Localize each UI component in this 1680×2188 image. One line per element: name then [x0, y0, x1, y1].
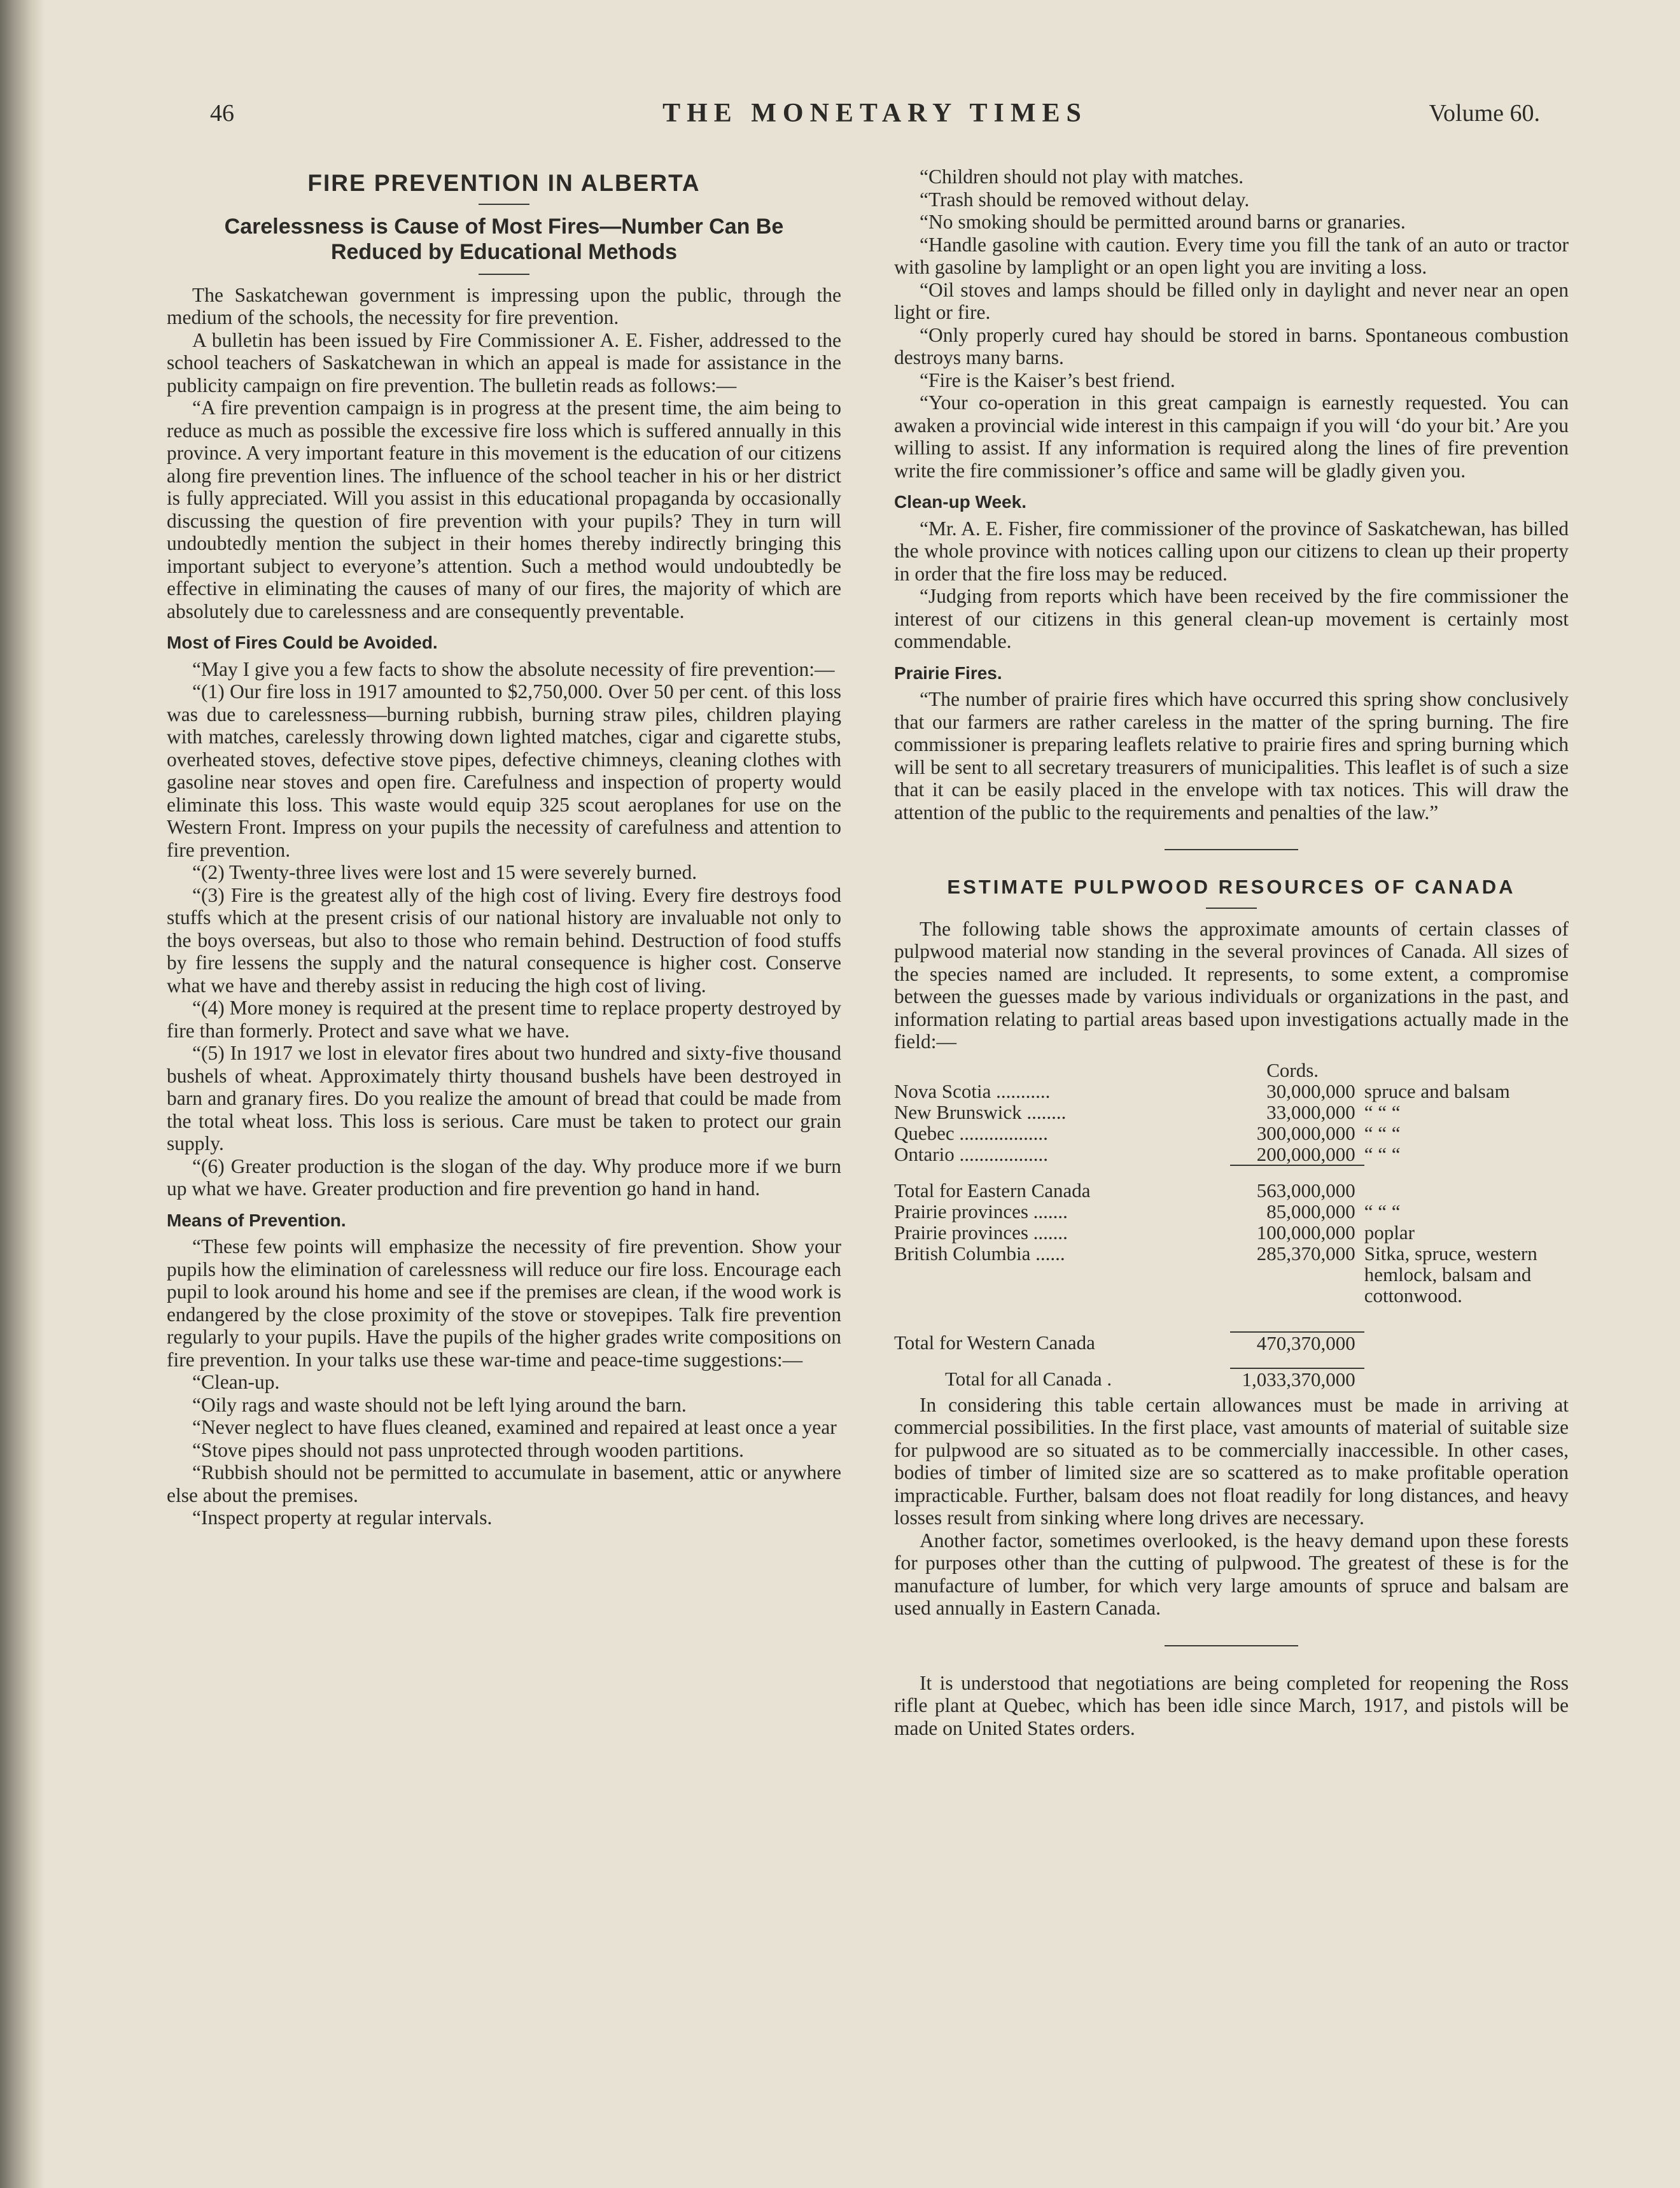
species-cell: [1364, 1180, 1569, 1201]
paragraph: “(6) Greater production is the slogan of the day. Why produce more if we burn up what we have. Greater production and fire prevention go hand in hand.: [167, 1154, 841, 1200]
species-cell: “ “ “: [1364, 1100, 1401, 1123]
paragraph: The Saskatchewan government is impressing upon the public, through the medium of the schools, the necessity for fire prevention.: [167, 283, 841, 328]
province-cell: Quebec ..................: [894, 1121, 1048, 1144]
table-row: [894, 1243, 1569, 1306]
cords-column-header: Cords.: [1266, 1058, 1319, 1081]
cords-cell: 563,000,000: [1256, 1179, 1355, 1202]
paragraph: Another factor, sometimes overlooked, is the heavy demand upon these forests for purposes other than the cutting of pulpwood. The greatest of these is for the manufacture of lumber, for which very large amounts of spruce and balsam are used annually in Eastern Canada.: [894, 1529, 1569, 1619]
paragraph: A bulletin has been issued by Fire Commissioner A. E. Fisher, addressed to the school teachers of Saskatchewan in which an appeal is made for assistance in the publicity campaign on fire prevention. The bulletin reads as follows:—: [167, 328, 841, 396]
cords-cell: 100,000,000: [1256, 1221, 1355, 1244]
table-row: [894, 1368, 1569, 1390]
province-cell: Prairie provinces .......: [894, 1221, 1068, 1244]
paragraph: “(1) Our fire loss in 1917 amounted to $2,750,000. Over 50 per cent. of this loss was due to carelessness—burning rubbish, burning straw piles, children playing with matches, carelessly throwing down lighted matches, cigar and cigarette stubs, overheated stoves, defective stove pipes, defective chimneys, cleaning clothes with gasoline near stoves and open fire. Carefulness and inspection of property would eliminate this loss. This waste would equip 325 scout aeroplanes for use on the Western Front. Impress on your pupils the necessity of carefulness and attention to fire prevention.: [167, 680, 841, 861]
article-title: ESTIMATE PULPWOOD RESOURCES OF CANADA: [947, 876, 1516, 898]
cords-cell: 300,000,000: [1256, 1121, 1355, 1144]
cords-cell: 470,370,000: [1230, 1332, 1364, 1354]
species-cell: Sitka, spruce, western hemlock, balsam and cottonwood.: [1364, 1242, 1537, 1307]
table-row: [894, 1332, 1569, 1354]
cords-cell: 33,000,000: [1266, 1100, 1355, 1123]
paragraph: “No smoking should be permitted around barns or granaries.: [920, 211, 1406, 233]
paragraph: “Clean-up.: [192, 1371, 280, 1393]
species-cell: “ “ “: [1364, 1200, 1401, 1223]
paragraph: “Oil stoves and lamps should be filled only in daylight and never near an open light or fire.: [894, 278, 1569, 323]
table-row: [894, 1123, 1569, 1144]
title-rule: [1206, 908, 1257, 909]
table-row: [894, 1222, 1569, 1243]
cords-cell: 200,000,000: [1256, 1142, 1355, 1165]
paragraph: “(3) Fire is the greatest ally of the high cost of living. Every fire destroys food stuffs which at the present crisis of our national history are invaluable not only to the boys overseas, but also to those who remain behind. Destruction of food stuffs by fire lessens the supply and the natural consequence is higher cost. Conserve what we have and thereby assist in reducing the high cost of living.: [167, 883, 841, 997]
paragraph: “Never neglect to have flues cleaned, examined and repaired at least once a year: [192, 1416, 837, 1438]
cords-cell: 285,370,000: [1256, 1242, 1355, 1265]
article-separator: [1165, 1645, 1298, 1646]
paragraph: “Children should not play with matches.: [920, 165, 1244, 188]
article-title: FIRE PREVENTION IN ALBERTA: [307, 170, 701, 196]
volume-label: Volume 60.: [1429, 100, 1540, 127]
paragraph: “Inspect property at regular intervals.: [192, 1506, 493, 1529]
paragraph: “Judging from reports which have been received by the fire commissioner the interest of our citizens in this general clean-up movement is certainly most commendable.: [894, 585, 1569, 652]
page-header: [210, 95, 1540, 134]
left-column: [167, 165, 841, 1529]
province-cell: British Columbia ......: [894, 1242, 1065, 1265]
paragraph: “May I give you a few facts to show the absolute necessity of fire prevention:—: [192, 657, 835, 680]
paragraph: “(2) Twenty-three lives were lost and 15 were severely burned.: [192, 861, 697, 883]
province-cell: New Brunswick ........: [894, 1100, 1067, 1123]
species-cell: “ “ “: [1364, 1121, 1401, 1144]
cords-cell: 1,033,370,000: [1242, 1368, 1355, 1391]
paragraph: “A fire prevention campaign is in progress at the present time, the aim being to reduce as much as possible the excessive fire loss which is suffered annually in this province. A very important feature in this movement is the education of our citizens along fire prevention lines. The influence of the school teacher in his or her district is fully appreciated. Will you assist in this educational propaganda by occasionally discussing the question of fire prevention with your pupils? They in turn will undoubtedly mention the subject in their homes thereby indirectly bringing this important subject to everyone’s attention. Such a method would undoubtedly be effective in eliminating the causes of many of our fires, the majority of which are absolutely due to carelessness and are consequently preventable.: [167, 396, 841, 622]
page-binding-edge: [0, 0, 45, 2188]
paragraph: “Fire is the Kaiser’s best friend.: [920, 368, 1175, 391]
subtitle-rule: [479, 274, 529, 275]
pulpwood-table: [894, 1060, 1569, 1390]
species-cell: “ “ “: [1364, 1142, 1401, 1165]
paragraph: The following table shows the approximate amounts of certain classes of pulpwood material now standing in the several provinces of Canada. All sizes of the species named are included. It represents, to some extent, a compromise between the guesses made by various individuals or organizations in the past, and information relating to partial areas based upon investigations actually made in the field:—: [894, 917, 1569, 1053]
species-cell: [1364, 1368, 1569, 1390]
province-cell: Ontario ..................: [894, 1142, 1048, 1165]
section-heading: Means of Prevention.: [167, 1210, 346, 1230]
article-separator: [1165, 849, 1298, 850]
species-cell: poplar: [1364, 1221, 1415, 1244]
paragraph: “Only properly cured hay should be stored in barns. Spontaneous combustion destroys many barns.: [894, 323, 1569, 368]
province-cell: Total for Eastern Canada: [894, 1179, 1091, 1202]
section-heading: Prairie Fires.: [894, 663, 1002, 683]
province-cell: Total for Western Canada: [894, 1331, 1095, 1354]
table-row: [894, 1144, 1569, 1165]
paragraph: “Mr. A. E. Fisher, fire commissioner of the province of Saskatchewan, has billed the whole province with notices calling upon our citizens to clean up their property in order that the fire loss may be reduced.: [894, 517, 1569, 585]
paragraph: “(5) In 1917 we lost in elevator fires about two hundred and sixty-five thousand bushels of wheat. Approximately thirty thousand bushels have been destroyed in barn and granary fires. Do you realize the amount of bread that could be made from the total wheat loss. This loss is serious. Care must be taken to protect our grain supply.: [167, 1042, 841, 1154]
paragraph: “Rubbish should not be permitted to accumulate in basement, attic or anywhere else about the premises.: [167, 1461, 841, 1506]
section-heading: Most of Fires Could be Avoided.: [167, 633, 438, 652]
paragraph: “(4) More money is required at the present time to replace property destroyed by fire than formerly. Protect and save what we have.: [167, 997, 841, 1042]
article-subtitle: Carelessness is Cause of Most Fires—Number Can Be Reduced by Educational Methods: [224, 214, 784, 264]
table-row: [894, 1201, 1569, 1222]
province-cell: Nova Scotia ...........: [894, 1079, 1051, 1102]
table-row: [894, 1102, 1569, 1123]
paragraph: “The number of prairie fires which have occurred this spring show conclusively that our farmers are rather careless in the matter of the spring burning. The fire commissioner is preparing leaflets relative to prairie fires and spring burning which will be sent to all secretary treasurers of municipalities. This leaflet is of such a size that it can be easily placed in the envelope with tax notices. This will draw the attention of the public to the requirements and penalties of the law.”: [894, 688, 1569, 824]
cords-cell: 30,000,000: [1266, 1079, 1355, 1102]
paragraph: “Oily rags and waste should not be left lying around the barn.: [192, 1393, 687, 1416]
paragraph: “Handle gasoline with caution. Every time you fill the tank of an auto or tractor with gasoline by lamplight or an open light you are inviting a loss.: [894, 233, 1569, 278]
news-note: It is understood that negotiations are being completed for reopening the Ross rifle plant at Quebec, which has been idle since March, 1917, and pistols will be made on United States orders.: [894, 1671, 1569, 1739]
section-heading: Clean-up Week.: [894, 492, 1026, 512]
paragraph: “These few points will emphasize the necessity of fire prevention. Show your pupils how the elimination of carelessness will reduce our fire loss. Encourage each pupil to look around his home and see if the premises are clean, if the wood work is endangered by the close proximity of the stove or stovepipes. Talk fire prevention regularly to your pupils. Have the pupils of the higher grades write compositions on fire prevention. In your talks use these war-time and peace-time suggestions:—: [167, 1235, 841, 1371]
cords-cell: 85,000,000: [1266, 1200, 1355, 1223]
paragraph: In considering this table certain allowances must be made in arriving at commercial possibilities. In the first place, vast amounts of material of suitable size for pulpwood are so situated as to be commercially inaccessible. In other cases, bodies of timber of limited size are so scattered as to make profitable operation impracticable. Further, balsam does not float readily for long distances, and heavy losses result from sinking where long drives are necessary.: [894, 1393, 1569, 1529]
page-number: 46: [210, 100, 234, 127]
paragraph: “Stove pipes should not pass unprotected through wooden partitions.: [192, 1438, 745, 1461]
table-header-row: [894, 1060, 1569, 1081]
species-cell: spruce and balsam: [1364, 1079, 1510, 1102]
province-cell: Total for all Canada .: [945, 1367, 1112, 1390]
right-column: [894, 165, 1569, 1739]
species-cell: [1364, 1332, 1569, 1354]
paragraph: “Trash should be removed without delay.: [920, 188, 1250, 211]
table-row: [894, 1180, 1569, 1201]
paragraph: “Your co-operation in this great campaign is earnestly requested. You can awaken a provincial wide interest in this campaign if you will ‘do your bit.’ Are you willing to assist. If any information is required along the lines of fire prevention write the fire commissioner’s office and same will be gladly given you.: [894, 391, 1569, 482]
province-cell: Prairie provinces .......: [894, 1200, 1068, 1223]
masthead: THE MONETARY TIMES: [662, 99, 1088, 128]
table-row: [894, 1081, 1569, 1102]
title-rule: [479, 204, 529, 205]
